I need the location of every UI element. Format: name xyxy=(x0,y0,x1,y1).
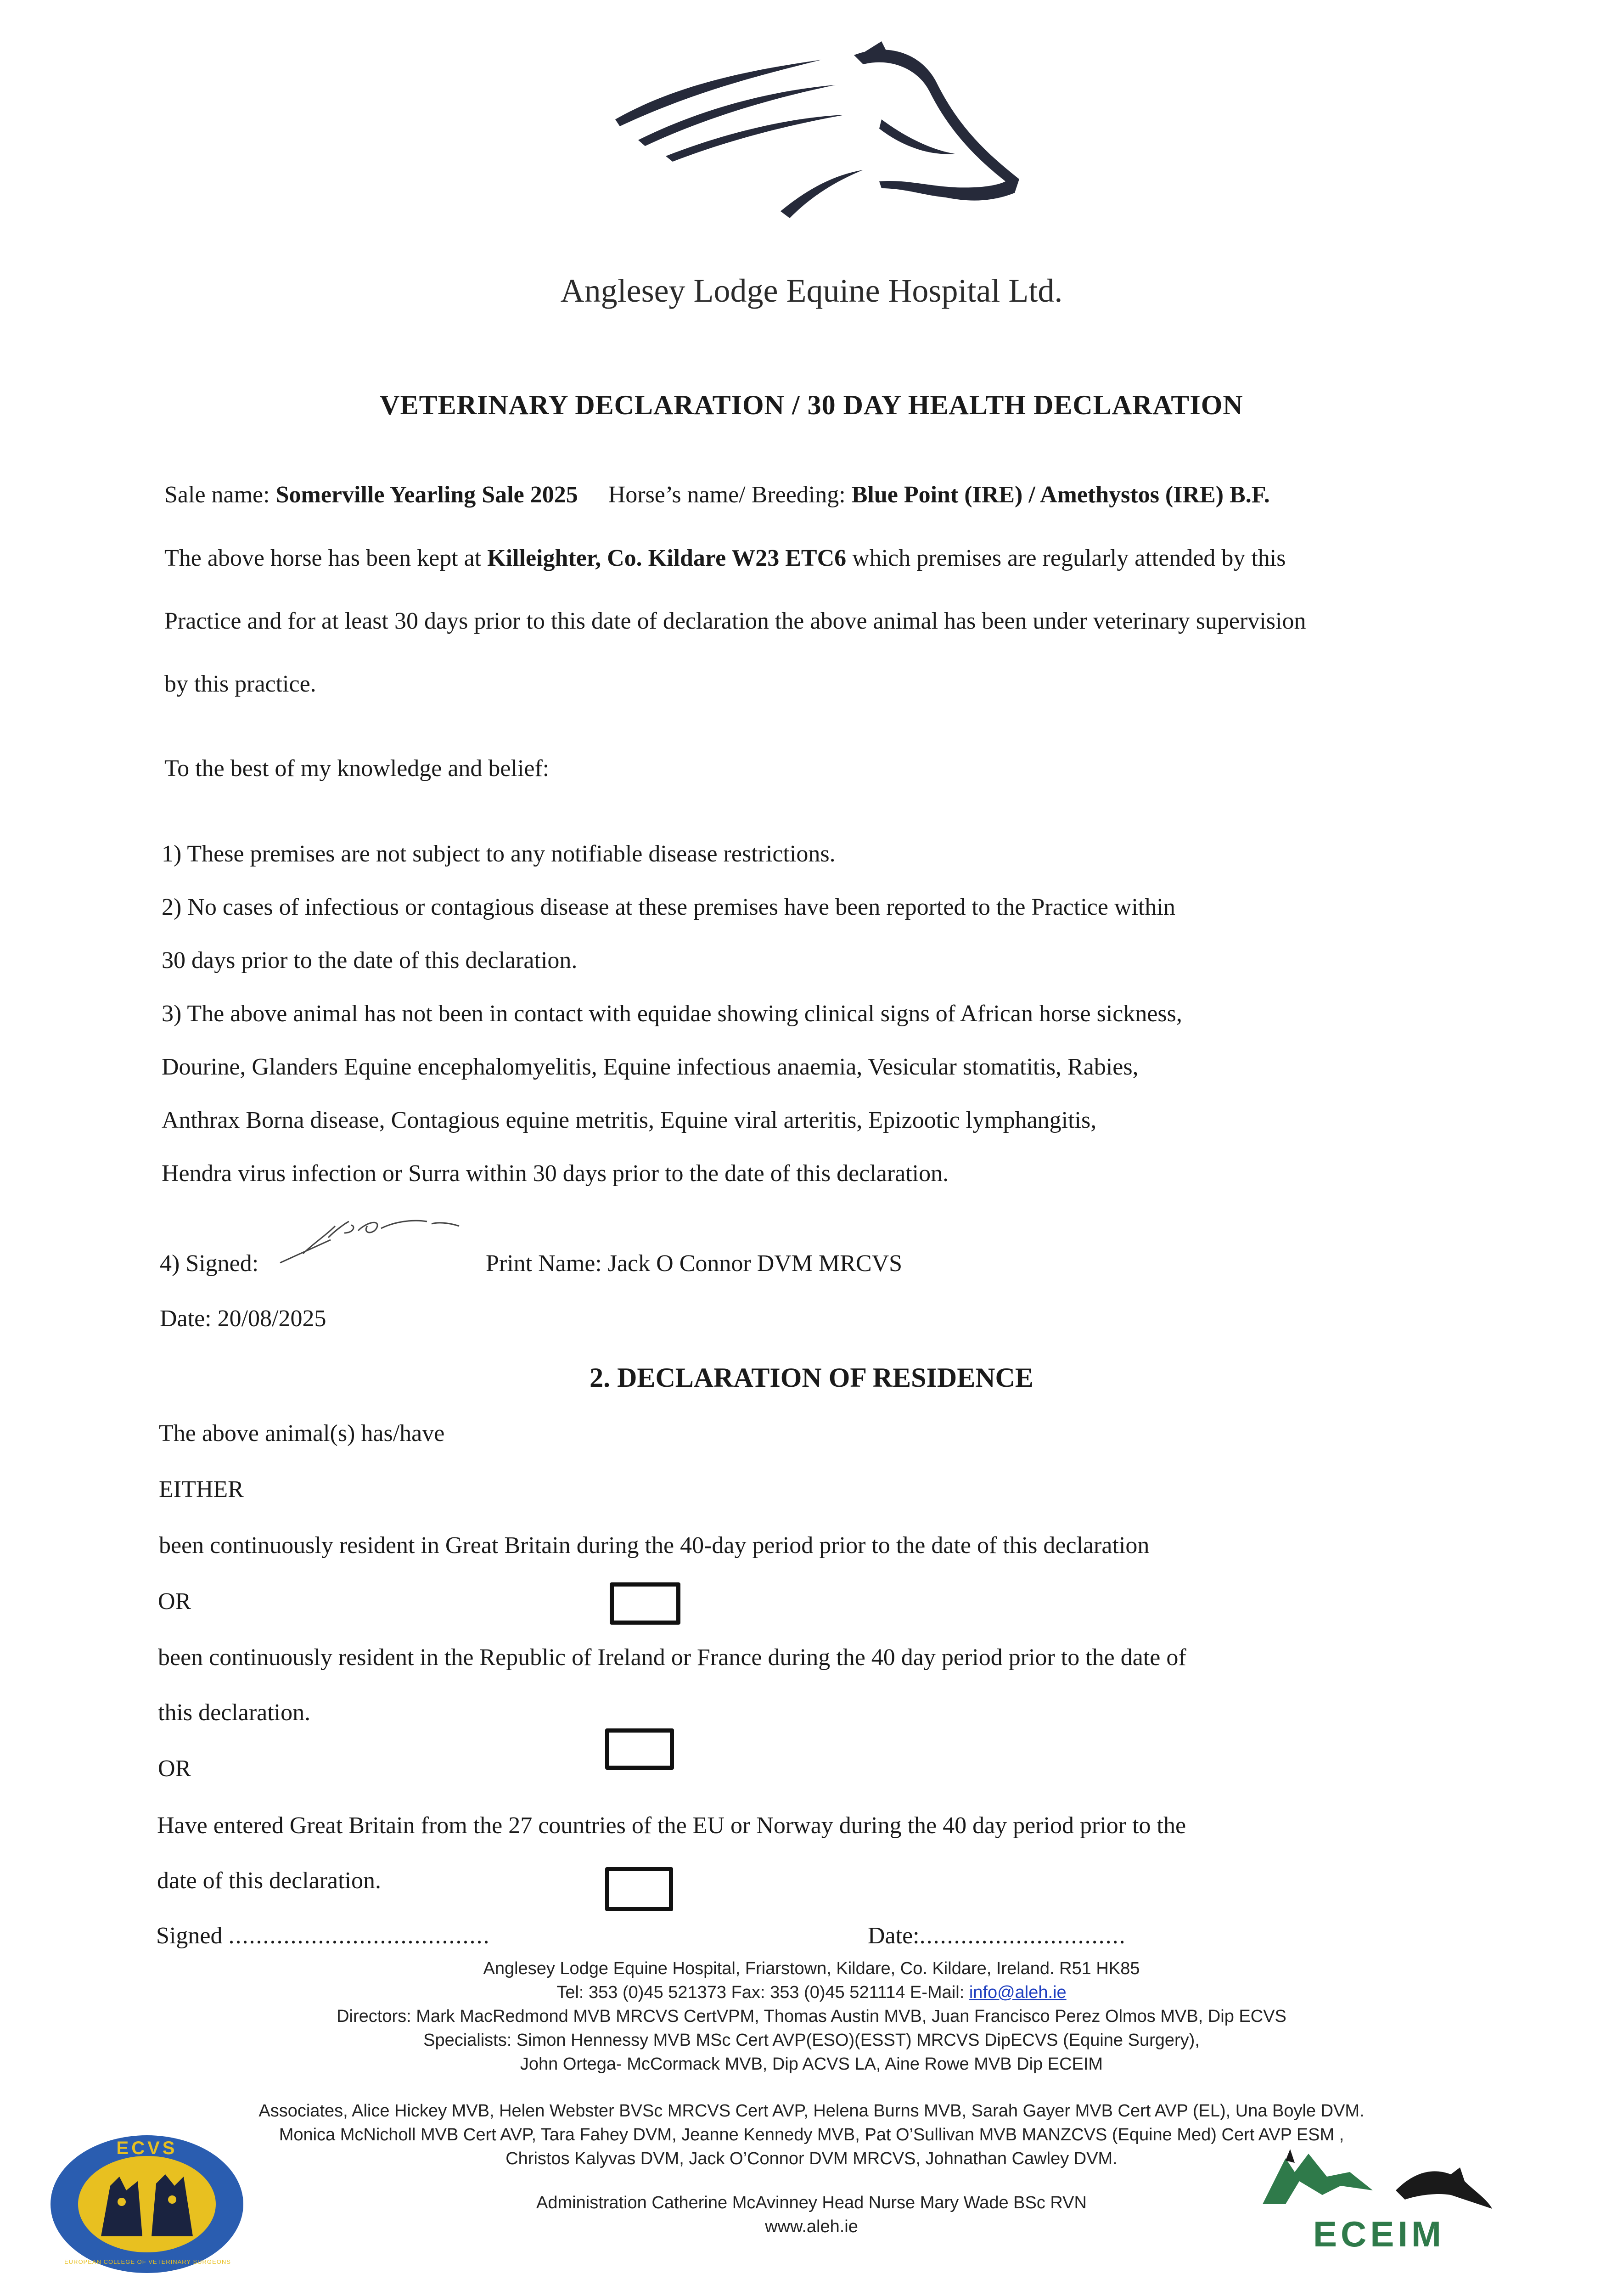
residence-signed-label: Signed xyxy=(156,1923,223,1949)
residence-title: 2. DECLARATION OF RESIDENCE xyxy=(590,1362,1033,1393)
item-1: 1) These premises are not subject to any notifiable disease restrictions. xyxy=(162,841,836,867)
footer-specialists: Specialists: Simon Hennessy MVB MSc Cert AVP(ESO)(ESST) MRCVS DipECVS (Equine Surgery), xyxy=(423,2031,1200,2050)
sale-horse-line xyxy=(164,483,1270,507)
residence-intro: The above animal(s) has/have xyxy=(159,1420,445,1446)
residence-signed-line xyxy=(156,1924,490,1948)
sale-label: Sale name: xyxy=(164,482,270,508)
declaration-date: Date: 20/08/2025 xyxy=(160,1306,326,1332)
footer-tel-fax: Tel: 353 (0)45 521373 Fax: 353 (0)45 521114 E-Mail: xyxy=(556,1983,965,2002)
footer-admin: Administration Catherine McAvinney Head Nurse Mary Wade BSc RVN xyxy=(536,2193,1087,2212)
company-name: Anglesey Lodge Equine Hospital Ltd. xyxy=(560,272,1063,309)
footer-associates-2: Monica McNicholl MVB Cert AVP, Tara Fahey DVM, Jeanne Kennedy MVB, Pat O’Sullivan MVB MANZCVS (Equine Med) Cert AVP ESM , xyxy=(279,2125,1344,2144)
residence-date-line xyxy=(868,1924,1126,1948)
signed-label: 4) Signed: xyxy=(160,1250,259,1277)
residence-signed-field[interactable]: ...................................... xyxy=(228,1923,490,1949)
eceim-horse-icon xyxy=(1258,2140,1497,2213)
item-3: 3) The above animal has not been in contact with equidae showing clinical signs of African horse sickness, xyxy=(162,1001,1182,1027)
option-3-checkbox[interactable] xyxy=(605,1867,673,1911)
ecvs-logo-text: ECVS xyxy=(116,2138,178,2158)
declaration-title: VETERINARY DECLARATION / 30 DAY HEALTH DECLARATION xyxy=(380,390,1243,420)
kept-suffix: which premises are regularly attended by this xyxy=(852,545,1286,571)
residence-date-field[interactable]: .............................. xyxy=(919,1923,1126,1949)
item-2-cont: 30 days prior to the date of this declaration. xyxy=(162,947,578,974)
horse-head-logo-icon xyxy=(606,41,1028,225)
option-1-text: been continuously resident in Great Britain during the 40-day period prior to the date of this declaration xyxy=(159,1532,1150,1559)
belief-line: To the best of my knowledge and belief: xyxy=(164,755,550,782)
option-2-text: been continuously resident in the Republic of Ireland or France during the 40 day period prior to the date of xyxy=(158,1644,1186,1671)
item-2: 2) No cases of infectious or contagious disease at these premises have been reported to the Practice within xyxy=(162,894,1175,920)
option-2-checkbox[interactable] xyxy=(605,1728,674,1770)
footer-contact xyxy=(0,1984,1623,2001)
kept-at-line xyxy=(164,546,1286,570)
option-2-text-cont: this declaration. xyxy=(158,1699,311,1726)
horse-label: Horse’s name/ Breeding: xyxy=(608,482,846,508)
print-name: Print Name: Jack O Connor DVM MRCVS xyxy=(486,1250,903,1277)
residence-date-label: Date: xyxy=(868,1923,920,1949)
item-3-cont2: Anthrax Borna disease, Contagious equine metritis, Equine viral arteritis, Epizootic lymphangitis, xyxy=(162,1107,1097,1133)
kept-prefix: The above horse has been kept at xyxy=(164,545,482,571)
either-label: EITHER xyxy=(159,1476,244,1503)
footer-website[interactable]: www.aleh.ie xyxy=(765,2217,858,2236)
or-label-1: OR xyxy=(158,1588,191,1615)
footer-specialists-2: John Ortega- McCormack MVB, Dip ACVS LA, Aine Rowe MVB Dip ECEIM xyxy=(520,2054,1103,2074)
vet-signature xyxy=(275,1212,468,1267)
item-3-cont3: Hendra virus infection or Surra within 30 days prior to the date of this declaration. xyxy=(162,1160,949,1187)
ecvs-ring-text: EUROPEAN COLLEGE OF VETERINARY SURGEONS xyxy=(64,2258,231,2265)
eceim-logo-text: ECEIM xyxy=(1313,2214,1445,2254)
eceim-logo xyxy=(1258,2140,1497,2255)
option-3-text: Have entered Great Britain from the 27 countries of the EU or Norway during the 40 day period prior to the xyxy=(157,1812,1186,1839)
sale-value: Somerville Yearling Sale 2025 xyxy=(275,482,578,508)
option-3-text-cont: date of this declaration. xyxy=(157,1868,382,1894)
practice-line: by this practice. xyxy=(164,671,316,697)
footer-email-link[interactable]: info@aleh.ie xyxy=(969,1983,1067,2002)
supervision-line: Practice and for at least 30 days prior to this date of declaration the above animal has been under veterinary supervision xyxy=(164,608,1306,634)
item-3-cont1: Dourine, Glanders Equine encephalomyelitis, Equine infectious anaemia, Vesicular stomatitis, Rabies, xyxy=(162,1054,1139,1080)
or-label-2: OR xyxy=(158,1756,191,1782)
ecvs-logo xyxy=(46,2131,248,2278)
premises: Killeighter, Co. Kildare W23 ETC6 xyxy=(487,545,847,571)
horse-value: Blue Point (IRE) / Amethystos (IRE) B.F. xyxy=(851,482,1270,508)
footer-associates-3: Christos Kalyvas DVM, Jack O’Connor DVM MRCVS, Johnathan Cawley DVM. xyxy=(505,2149,1118,2168)
footer-directors: Directors: Mark MacRedmond MVB MRCVS CertVPM, Thomas Austin MVB, Juan Francisco Perez Olmos MVB, Dip ECVS xyxy=(337,2007,1286,2026)
footer-address: Anglesey Lodge Equine Hospital, Friarstown, Kildare, Co. Kildare, Ireland. R51 HK85 xyxy=(483,1959,1140,1978)
option-1-checkbox[interactable] xyxy=(610,1582,680,1625)
footer-associates-1: Associates, Alice Hickey MVB, Helen Webster BVSc MRCVS Cert AVP, Helena Burns MVB, Sarah Gayer MVB Cert AVP (EL), Una Boyle DVM. xyxy=(258,2101,1365,2121)
